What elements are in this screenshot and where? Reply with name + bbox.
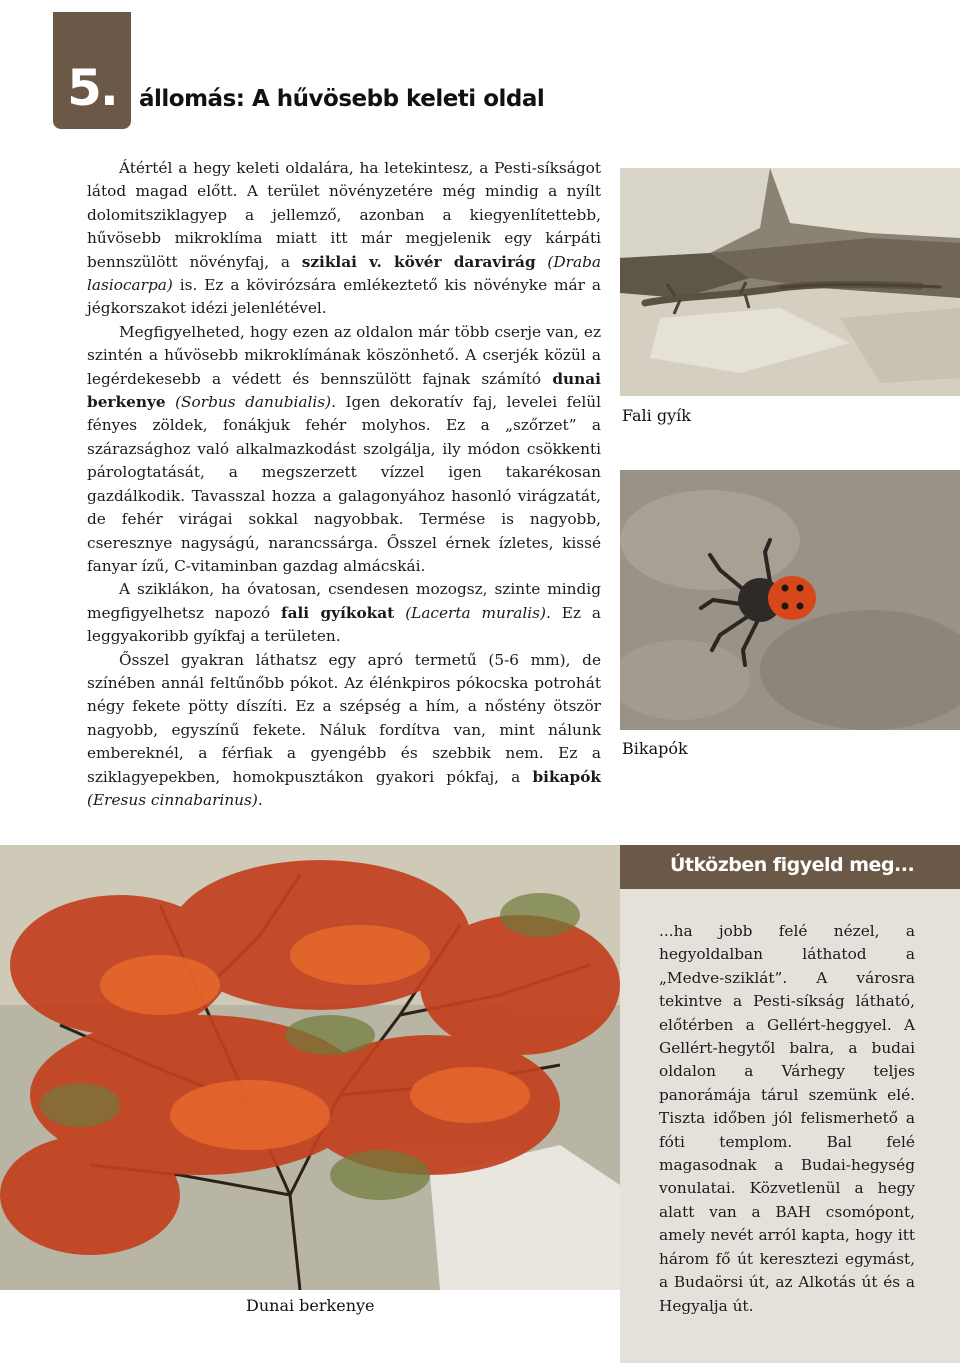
- latin-name: (Draba lasiocarpa): [87, 252, 601, 295]
- paragraph-3: [87, 578, 601, 648]
- lizard-photo: [620, 168, 960, 396]
- paragraph-2: [87, 321, 601, 578]
- paragraph-1: [87, 157, 601, 321]
- text-run: . Igen dekoratív faj, levelei felül fényes zöldek, fonákjuk fehér molyhos. Ez a „szőrzet” a szárazsághoz való alkalmazkodást szolgálja, ily módon csökkenti párologtatását, a megszerzett vízzel igen takarékosan gazdálkodik. Tavasszal hozza a galagonyához hasonló virágzatát, de fehér virágai sokkal nagyobbak. Termése is nagyobb, cseresznye nagyságú, narancssárga. Ősszel érnek ízletes, kissé fanyar ízű, C-vitaminban gazdag almácskái.: [87, 393, 601, 575]
- latin-name: (Eresus cinnabarinus): [87, 790, 258, 809]
- species-name: bikapók: [532, 767, 601, 786]
- shrub-caption: Dunai berkenye: [246, 1296, 375, 1315]
- latin-name: (Sorbus danubialis): [175, 393, 332, 412]
- spider-photo: [620, 470, 960, 730]
- text-run: Ősszel gyakran láthatsz egy apró termetű (5-6 mm), de színében annál feltűnőbb pókot. Az élénkpiros pókocska potrohát négy fekete pötty díszíti. Ez a szépség a hím, a nőstény ötször nagyobb, egyszínű fekete. Náluk fordítva van, mint nálunk embereknél, a férfiak a gyengébb és szebbik nem. Ez a sziklagyepekben, homokpusztákon gyakori pókfaj, a: [87, 650, 601, 786]
- text-run: Megfigyelheted, hogy ezen az oldalon már több cserje van, ez szintén a hűvösebb mikroklímának köszönhető. A cserjék közül a legérdekesebb a védett és bennszülött fajnak számító: [87, 322, 601, 388]
- text-run: is. Ez a kövirózsára emlékeztető kis növényke már a jégkorszakot idézi jelenlétével.: [87, 276, 601, 318]
- species-name: fali gyíkokat: [280, 603, 395, 622]
- sidebar-heading: Útközben figyeld meg...: [670, 854, 915, 876]
- station-number: 5.: [67, 59, 117, 117]
- spider-caption: Bikapók: [622, 739, 688, 758]
- sidebar-text: ...ha jobb felé nézel, a hegyoldalban láthatod a „Medve-sziklát”. A városra tekintve a Pesti-síkság látható, előtérben a Gellért-heggyel. A Gellért-hegytől balra, a budai oldalon a Várhegy teljes panorámája tárul szemünk elé. Tiszta időben jól felismerhető a fóti templom. Bal felé magasodnak a Budai-hegység vonulatai. Közvetlenül a hegy alatt van a BAH csomópont, amely nevét arról kapta, hogy itt három fő út keresztezi egymást, a Budaörsi út, az Alkotás út és a Hegyalja út.: [659, 922, 915, 1315]
- text-run: Átértél a hegy keleti oldalára, ha letekintesz, a Pesti-síkságot látod magad előtt. A terület növényzetére még mindig a nyílt dolomitsziklagyep a jellemző, azonban a kiegyenlítettebb, hűvösebb mikroklíma miatt itt már megjelenik egy kárpáti bennszülött növényfaj, a: [87, 159, 601, 271]
- station-number-tab: [53, 12, 131, 129]
- text-run: A sziklákon, ha óvatosan, csendesen mozogsz, szinte mindig megfigyelhetsz napozó: [87, 580, 601, 622]
- species-name: sziklai v. kövér daravirág: [301, 252, 536, 271]
- main-text: [87, 157, 601, 812]
- sidebar-heading-bar: [620, 845, 960, 889]
- text-run: .: [257, 790, 263, 809]
- page-title: állomás: A hűvösebb keleti oldal: [139, 86, 545, 112]
- lizard-caption: Fali gyík: [622, 406, 691, 425]
- text-run: . Ez a leggyakoribb gyíkfaj a területen.: [87, 603, 601, 646]
- shrub-photo: [0, 845, 620, 1290]
- species-name: dunai berkenye: [87, 369, 601, 412]
- paragraph-4: [87, 649, 601, 813]
- latin-name: (Lacerta muralis): [405, 603, 546, 622]
